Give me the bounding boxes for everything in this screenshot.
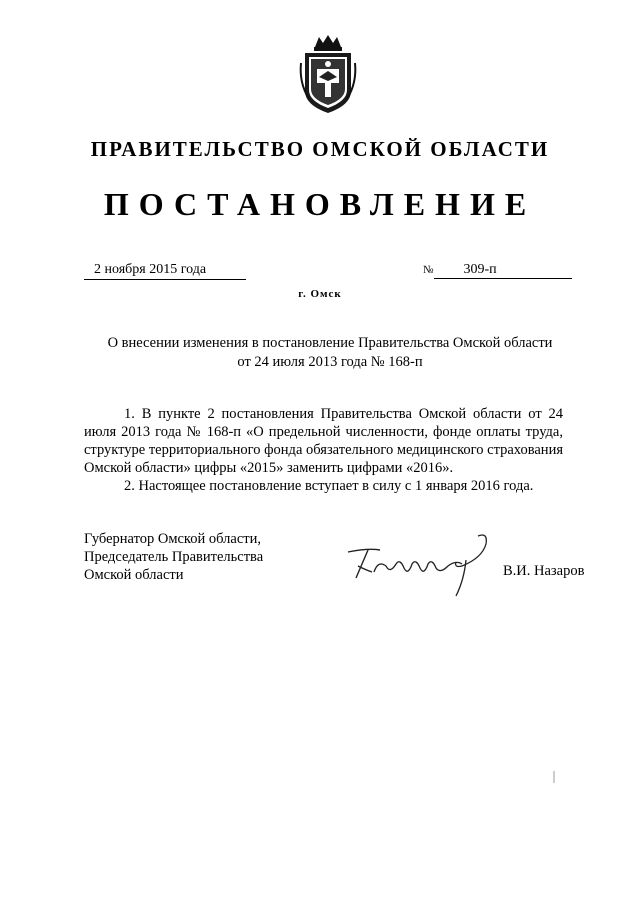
- signatory-title-line-1: Губернатор Омской области,: [84, 531, 261, 547]
- document-body: [84, 405, 563, 495]
- signatory-title-line-2: Председатель Правительства: [84, 549, 264, 565]
- margin-mark: [553, 770, 555, 782]
- signatory-title: [84, 530, 263, 584]
- document-city: г. Омск: [298, 288, 342, 300]
- document-type-title: ПОСТАНОВЛЕНИЕ: [103, 186, 537, 222]
- signatory-title-line-3: Омской области: [84, 567, 184, 583]
- subject-line-1: О внесении изменения в постановление Правительства Омской области: [107, 335, 553, 351]
- number-label: №: [423, 264, 434, 276]
- body-paragraph-1: 1. В пункте 2 постановления Правительства Омской области от 24 июля 2013 года № 168-п «О предельной численности, фонде оплаты труда, структуре территориального фонда обязательного медицинского страхования Омской области» цифры «2015» заменить цифрами «2016».: [84, 406, 563, 476]
- coat-of-arms-emblem: [297, 33, 359, 115]
- handwritten-signature: [338, 530, 498, 600]
- subject-line-2: от 24 июля 2013 года № 168-п: [237, 354, 423, 370]
- body-paragraph-2: 2. Настоящее постановление вступает в силу с 1 января 2016 года.: [124, 478, 534, 494]
- document-date: 2 ноября 2015 года: [84, 262, 246, 280]
- organization-title: ПРАВИТЕЛЬСТВО ОМСКОЙ ОБЛАСТИ: [90, 137, 550, 161]
- document-subject: [80, 334, 580, 372]
- document-number-row: [423, 262, 572, 279]
- signer-name: В.И. Назаров: [503, 563, 585, 579]
- document-number: 309-п: [434, 262, 572, 279]
